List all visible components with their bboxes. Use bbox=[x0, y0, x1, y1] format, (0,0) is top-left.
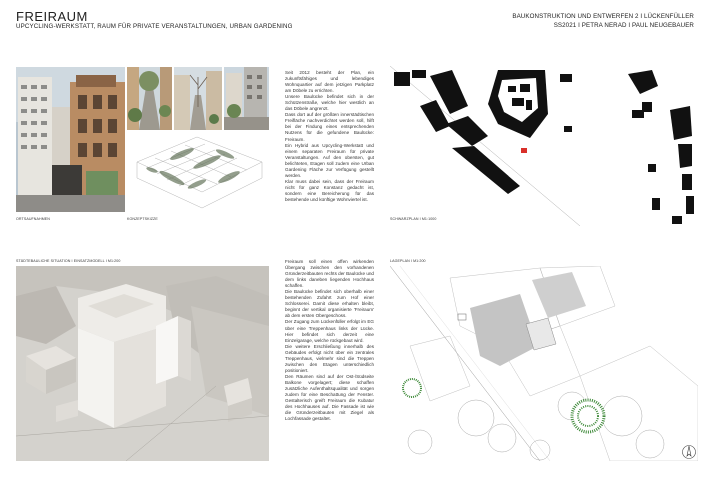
course-authors: SS2021 I PETRA NERAD I PAUL NEUGEBAUER bbox=[553, 21, 694, 29]
text-paragraph: Die Baulücke befindet sich oberhalb einer bestehenden Zufahrt zum Hof einer Schlosserei. Damit diese erhalten bleibt, beginnt der vertikal organisierte 'Freiraum' ab dem ersten Obergeschoss. bbox=[285, 289, 374, 319]
caption-lageplan: LAGEPLAN I M1:200 bbox=[390, 259, 426, 263]
text-paragraph: Klar muss dabei sein, dass der Freiraum nicht für ganz Konstanz gedacht ist, sondern eine Bereicherung für das bestehende und künftige Wohnviertel ist. bbox=[285, 178, 374, 202]
caption-staedtebau: STÄDTEBAULICHE SITUATION I EINSATZMODELL I M1:200 bbox=[16, 259, 121, 263]
caption-ortsaufnahmen: ORTSAUFNAHMEN bbox=[16, 217, 50, 221]
text-paragraph: Dass dort auf der größten innerstädtischen Freifläche nachverdichtet werden soll, hilft bei der Findung eines entsprechenden Nutzens für die gefundene Baulücke: Freiraum. bbox=[285, 112, 374, 142]
caption-schwarzplan: SCHWARZPLAN I M1:1000 bbox=[390, 217, 437, 221]
caption-konzeptskizze: KONZEPTSKIZZE bbox=[127, 217, 158, 221]
text-paragraph: Unsere Baulücke befindet sich in der Schützenstraße, welche hier westlich an das Döbele angrenzt. bbox=[285, 94, 374, 112]
text-paragraph: Seit 2012 besteht der Plan, ein zukunftsfähiges und lebendiges Wohnquartier auf dem jetzigen Parkplatz am Döbele zu errichten. bbox=[285, 70, 374, 94]
text-paragraph: Die weitere Erschließung innerhalb des Gebäudes erfolgt nicht über ein zentrales Treppenhaus, vielmehr sind die Treppen zwischen den Etagen unterschiedlich positioniert. bbox=[285, 343, 374, 373]
text-paragraph: Ein Hybrid aus Upcycling-Werkstatt und einem separaten Freiraum für private Veranstaltungen. Auf den obersten, gut belichteten, Etagen soll zudem eine Urban Gardening Fläche zur Verfügung gestellt werden. bbox=[285, 142, 374, 178]
site-photo-courtyard bbox=[127, 67, 172, 130]
course-title: BAUKONSTRUKTION UND ENTWERFEN 2 I LÜCKENFÜLLER bbox=[512, 13, 694, 20]
text-paragraph: Den Räumen sind auf der Ost-/Südseite Balkone vorgelagert; diese schaffen zusätzliche Aufenthaltsqualität und sorgen zudem für eine Beschattung der Fenster. Gestalterisch greift Freiraum die Kubatur des Hochhauses auf. Die Fassade ist wie die Gründerzeitbauten mit Ziegel als Lochfassade gestaltet. bbox=[285, 373, 374, 422]
text-block-bottom bbox=[285, 259, 374, 422]
site-photo-alley bbox=[174, 67, 222, 130]
schwarzplan bbox=[390, 66, 698, 226]
site-marker bbox=[521, 148, 527, 153]
model-photo bbox=[16, 266, 269, 461]
text-paragraph: Freiraum soll einen offen wirkenden Übergang zwischen den vorhandenen Gründerzeitbauten rechts der Baulücke und dem links daneben liegenden Hochhaus schaffen. bbox=[285, 259, 374, 289]
site-photo-buildings bbox=[224, 67, 269, 130]
lageplan bbox=[390, 266, 698, 461]
text-block-top bbox=[285, 70, 374, 203]
site-photo-street bbox=[16, 67, 125, 212]
page-title: FREIRAUM bbox=[16, 9, 88, 24]
text-paragraph: Der Zugang zum Lückenfüller erfolgt im EG über eine Treppenhaus links der Lücke. Hier befindet sich derzeit eine Einzelgarage, welche rückgebaut wird. bbox=[285, 319, 374, 343]
concept-sketch bbox=[127, 132, 269, 212]
page-subtitle: UPCYCLING-WERKSTATT, RAUM FÜR PRIVATE VERANSTALTUNGEN, URBAN GARDENING bbox=[16, 23, 293, 30]
north-arrow-icon bbox=[682, 444, 696, 460]
course-info bbox=[512, 13, 694, 30]
